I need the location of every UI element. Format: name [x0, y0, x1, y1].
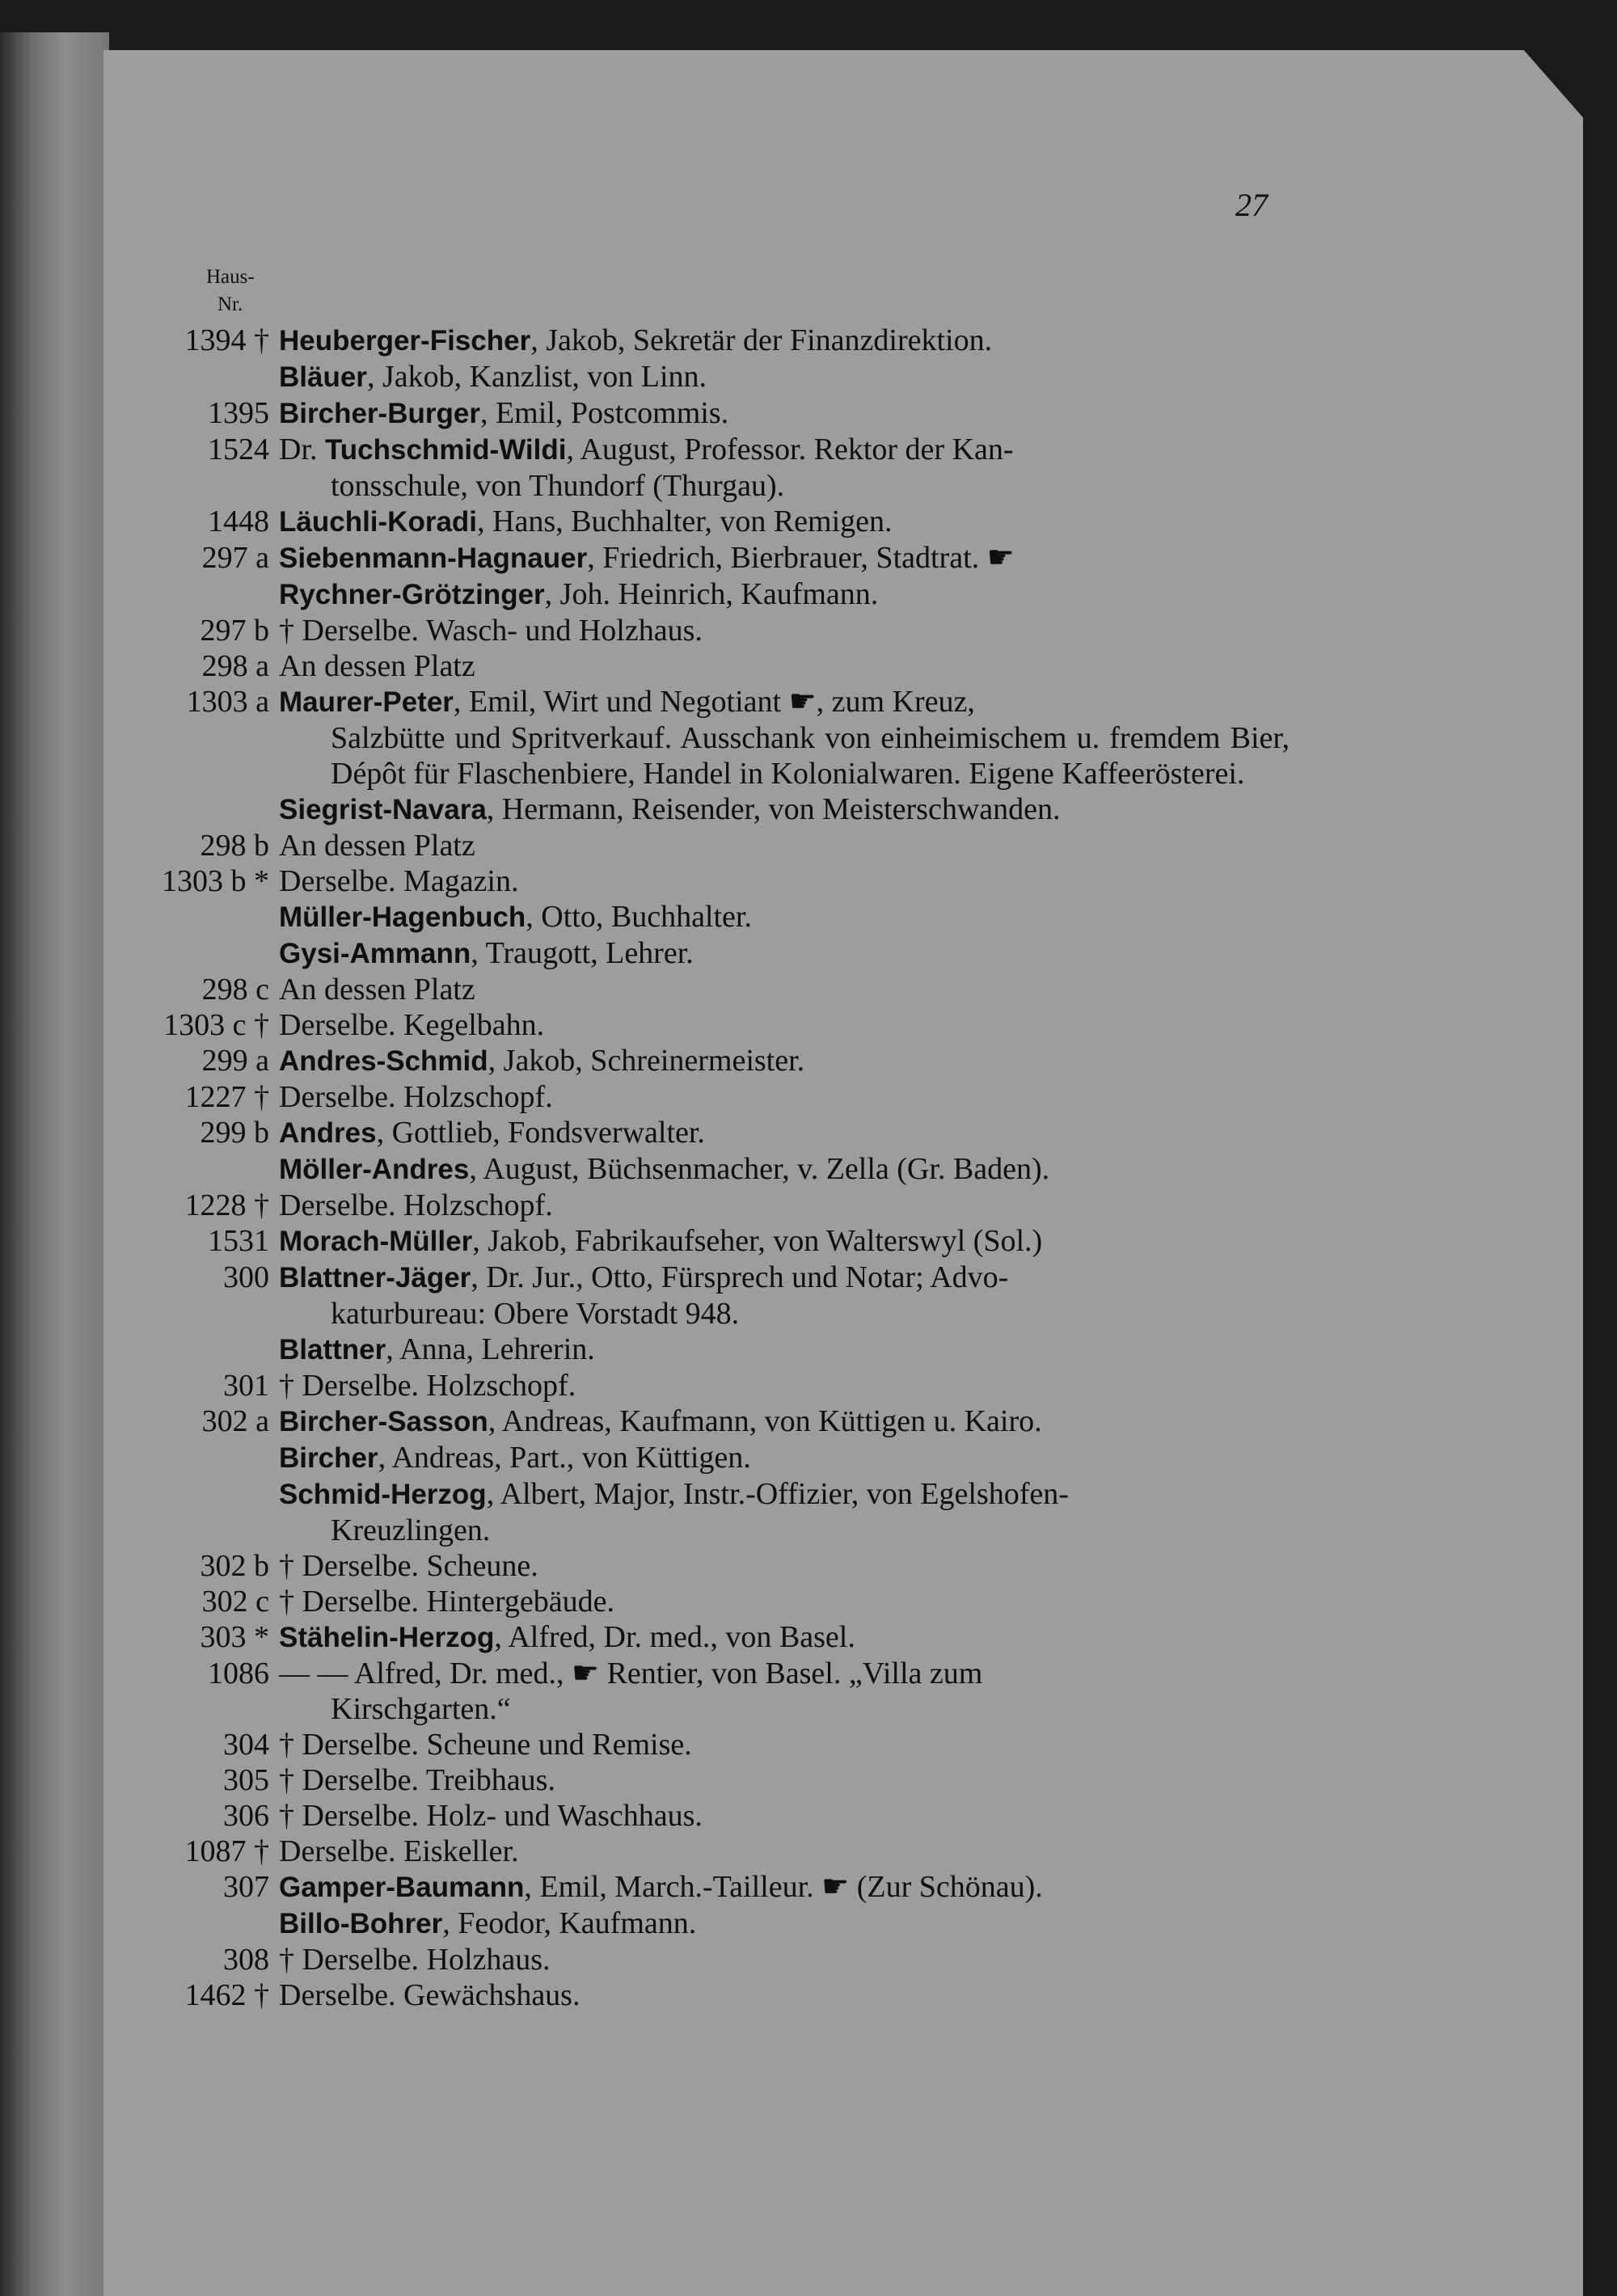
entry-continuation: tonsschule, von Thundorf (Thurgau).	[331, 469, 785, 503]
house-number: 299 a	[201, 1044, 269, 1078]
entry-row	[0, 1584, 1617, 1619]
resident-name: Morach-Müller	[279, 1226, 473, 1257]
entry-details: , Gottlieb, Fondsverwalter.	[376, 1116, 705, 1150]
entry-details: , August, Professor. Rektor der Kan-	[566, 433, 1014, 466]
entry-body	[279, 1942, 1290, 1977]
entry-details: , Jakob, Sekretär der Finanzdirektion.	[530, 323, 993, 357]
resident-name: Bircher-Sasson	[279, 1406, 488, 1437]
resident-name: Maurer-Peter	[279, 686, 454, 718]
entry-body	[279, 1656, 1290, 1727]
entry-row	[0, 395, 1617, 432]
entry-row	[0, 432, 1617, 504]
resident-name: Billo-Bohrer	[279, 1908, 443, 1939]
entry-details: , Traugott, Lehrer.	[471, 936, 694, 970]
entry-row	[0, 972, 1617, 1007]
column-header-line-2: Nr.	[217, 293, 243, 315]
house-number: 1087 †	[184, 1834, 269, 1868]
directory-entries	[0, 323, 1617, 2013]
entry-details: , Otto, Buchhalter.	[526, 900, 752, 934]
entry-body	[279, 540, 1290, 576]
entry-details: , Emil, March.-Tailleur. ☛ (Zur Schönau).	[524, 1870, 1043, 1904]
house-number: 304	[223, 1728, 269, 1762]
entry-details: , Emil, Postcommis.	[479, 396, 729, 430]
house-number: 1227 †	[184, 1080, 269, 1114]
entry-body	[279, 1440, 1290, 1476]
entry-continuation: Salzbütte und Spritverkauf. Ausschank von einheimischem u. fremdem Bier, Dépôt für Flaschenbiere, Handel in Kolonialwaren. Eigene Kaffeerösterei.	[331, 721, 1290, 791]
entry-body	[279, 1977, 1290, 2013]
house-number: 302 a	[201, 1404, 269, 1438]
house-number: 1394 †	[184, 323, 269, 357]
entry-prefix: † Derselbe. Holzschopf.	[279, 1369, 576, 1403]
entry-continuation: Kirschgarten.“	[331, 1692, 511, 1726]
entry-body	[279, 1115, 1290, 1151]
entry-body	[279, 504, 1290, 540]
entry-body	[279, 899, 1290, 935]
entry-prefix: Derselbe. Gewächshaus.	[279, 1978, 581, 2012]
entry-row	[0, 359, 1617, 395]
entry-details: , Joh. Heinrich, Kaufmann.	[544, 577, 879, 611]
house-number: 297 b	[200, 614, 269, 648]
house-number: 1395	[208, 396, 269, 430]
house-number: 1524	[208, 433, 269, 466]
entry-prefix: † Derselbe. Hintergebäude.	[279, 1585, 615, 1619]
entry-body	[279, 1151, 1290, 1188]
resident-name: Siebenmann-Hagnauer	[279, 542, 588, 574]
entry-body	[279, 1223, 1290, 1260]
entry-details: , Alfred, Dr. med., von Basel.	[494, 1620, 855, 1654]
entry-details: , Albert, Major, Instr.-Offizier, von Egelshofen-	[486, 1477, 1069, 1511]
house-number: 306	[223, 1799, 269, 1833]
resident-name: Läuchli-Koradi	[279, 506, 478, 538]
entry-prefix: Derselbe. Magazin.	[279, 864, 519, 898]
entry-row	[0, 1977, 1617, 2013]
resident-name: Gamper-Baumann	[279, 1872, 525, 1903]
entry-details: , Jakob, Fabrikaufseher, von Walterswyl (Sol.)	[472, 1224, 1043, 1258]
entry-row	[0, 1762, 1617, 1798]
house-number: 1462 †	[184, 1978, 269, 2012]
entry-details: , Feodor, Kaufmann.	[442, 1906, 697, 1940]
resident-name: Bircher	[279, 1442, 378, 1474]
entry-body	[279, 1332, 1290, 1368]
resident-name: Tuchschmid-Wildi	[325, 434, 567, 466]
entry-body	[279, 1188, 1290, 1223]
entry-row	[0, 1798, 1617, 1834]
house-number: 297 a	[201, 541, 269, 575]
entry-row	[0, 1043, 1617, 1079]
entry-row	[0, 648, 1617, 684]
entry-row	[0, 1942, 1617, 1977]
entry-body	[279, 1079, 1290, 1115]
house-number: 298 b	[200, 829, 269, 863]
house-number: 1303 c †	[163, 1008, 269, 1042]
entry-details: , Hans, Buchhalter, von Remigen.	[477, 504, 893, 538]
entry-details: , Dr. Jur., Otto, Fürsprech und Notar; Advo-	[471, 1260, 1009, 1294]
entry-prefix: Derselbe. Holzschopf.	[279, 1188, 553, 1222]
resident-name: Gysi-Ammann	[279, 938, 471, 969]
entry-row	[0, 504, 1617, 540]
entry-row	[0, 1151, 1617, 1188]
entry-row	[0, 1869, 1617, 1906]
entry-body	[279, 323, 1290, 359]
entry-body	[279, 576, 1290, 613]
entry-prefix: † Derselbe. Scheune.	[279, 1549, 538, 1583]
entry-prefix: Derselbe. Holzschopf.	[279, 1080, 553, 1114]
entry-row	[0, 540, 1617, 576]
entry-row	[0, 613, 1617, 648]
entry-row	[0, 1115, 1617, 1151]
resident-name: Blattner-Jäger	[279, 1262, 471, 1294]
entry-details: , Jakob, Schreinermeister.	[488, 1044, 805, 1078]
entry-row	[0, 1656, 1617, 1727]
entry-body	[279, 1762, 1290, 1798]
house-number: 307	[223, 1870, 269, 1904]
house-number: 299 b	[200, 1116, 269, 1150]
entry-body	[279, 935, 1290, 972]
entry-row	[0, 1906, 1617, 1942]
resident-name: Andres	[279, 1117, 377, 1149]
entry-body	[279, 1798, 1290, 1834]
house-number: 298 c	[201, 973, 269, 1007]
house-number: 308	[223, 1943, 269, 1977]
entry-prefix: An dessen Platz	[279, 973, 475, 1007]
entry-body	[279, 791, 1290, 828]
entry-details: , Anna, Lehrerin.	[386, 1332, 595, 1366]
house-number: 301	[223, 1369, 269, 1403]
column-header	[206, 264, 255, 319]
entry-body	[279, 1476, 1290, 1548]
entry-row	[0, 1332, 1617, 1368]
entry-row	[0, 1368, 1617, 1403]
entry-details: , Andreas, Kaufmann, von Küttigen u. Kairo.	[488, 1404, 1042, 1438]
entry-row	[0, 935, 1617, 972]
entry-continuation: katurbureau: Obere Vorstadt 948.	[331, 1297, 740, 1331]
entry-details: , Friedrich, Bierbrauer, Stadtrat. ☛	[587, 541, 1015, 575]
entry-row	[0, 684, 1617, 791]
entry-body	[279, 395, 1290, 432]
entry-row	[0, 1476, 1617, 1548]
resident-name: Möller-Andres	[279, 1154, 470, 1185]
resident-name: Blattner	[279, 1334, 386, 1365]
entry-row	[0, 791, 1617, 828]
house-number: 1228 †	[184, 1188, 269, 1222]
entry-row	[0, 323, 1617, 359]
column-header-line-1: Haus-	[206, 266, 255, 288]
entry-row	[0, 1403, 1617, 1440]
entry-details: , Hermann, Reisender, von Meisterschwanden.	[486, 792, 1061, 826]
resident-name: Heuberger-Fischer	[279, 325, 531, 357]
entry-prefix: — — Alfred, Dr. med., ☛ Rentier, von Basel. „Villa zum	[279, 1657, 983, 1690]
entry-details: , Andreas, Part., von Küttigen.	[378, 1441, 751, 1475]
resident-name: Stähelin-Herzog	[279, 1622, 495, 1653]
house-number: 302 b	[200, 1549, 269, 1583]
entry-body	[279, 1619, 1290, 1656]
resident-name: Andres-Schmid	[279, 1045, 488, 1077]
house-number: 300	[223, 1260, 269, 1294]
entry-prefix: Derselbe. Kegelbahn.	[279, 1008, 545, 1042]
resident-name: Bircher-Burger	[279, 398, 480, 429]
entry-body	[279, 863, 1290, 899]
house-number: 1303 a	[186, 685, 269, 719]
entry-row	[0, 899, 1617, 935]
entry-body	[279, 1260, 1290, 1332]
entry-prefix: An dessen Platz	[279, 649, 475, 683]
entry-prefix: † Derselbe. Scheune und Remise.	[279, 1728, 692, 1762]
entry-body	[279, 972, 1290, 1007]
entry-prefix: † Derselbe. Treibhaus.	[279, 1763, 555, 1797]
entry-body	[279, 1403, 1290, 1440]
house-number: 298 a	[201, 649, 269, 683]
page-number: 27	[1235, 187, 1268, 223]
entry-row	[0, 1619, 1617, 1656]
house-number: 1531	[208, 1224, 269, 1258]
resident-name: Schmid-Herzog	[279, 1479, 487, 1510]
house-number: 305	[223, 1763, 269, 1797]
entry-prefix: † Derselbe. Wasch- und Holzhaus.	[279, 614, 703, 648]
entry-row	[0, 1834, 1617, 1869]
entry-body	[279, 1834, 1290, 1869]
resident-name: Siegrist-Navara	[279, 794, 487, 825]
resident-name: Müller-Hagenbuch	[279, 901, 526, 933]
entry-body	[279, 1043, 1290, 1079]
resident-name: Bläuer	[279, 361, 367, 393]
entry-body	[279, 1548, 1290, 1584]
entry-prefix: Derselbe. Eiskeller.	[279, 1834, 519, 1868]
house-number: 1448	[208, 504, 269, 538]
entry-details: , Emil, Wirt und Negotiant ☛, zum Kreuz,	[453, 685, 975, 719]
entry-row	[0, 1188, 1617, 1223]
entry-body	[279, 1869, 1290, 1906]
entry-row	[0, 1223, 1617, 1260]
entry-row	[0, 828, 1617, 863]
entry-row	[0, 863, 1617, 899]
entry-body	[279, 684, 1290, 791]
entry-body	[279, 1007, 1290, 1043]
entry-body	[279, 613, 1290, 648]
entry-row	[0, 1440, 1617, 1476]
entry-body	[279, 432, 1290, 504]
house-number: 303 *	[200, 1620, 269, 1654]
entry-prefix: An dessen Platz	[279, 829, 475, 863]
house-number: 1086	[208, 1657, 269, 1690]
entry-body	[279, 1727, 1290, 1762]
house-number: 302 c	[201, 1585, 269, 1619]
entry-row	[0, 1007, 1617, 1043]
entry-row	[0, 1727, 1617, 1762]
entry-body	[279, 1368, 1290, 1403]
entry-details: , Jakob, Kanzlist, von Linn.	[366, 360, 707, 394]
entry-continuation: Kreuzlingen.	[331, 1513, 491, 1547]
entry-body	[279, 1584, 1290, 1619]
entry-row	[0, 576, 1617, 613]
house-number: 1303 b *	[162, 864, 269, 898]
entry-body	[279, 828, 1290, 863]
entry-row	[0, 1260, 1617, 1332]
entry-body	[279, 359, 1290, 395]
entry-row	[0, 1079, 1617, 1115]
entry-prefix: Dr.	[279, 433, 325, 466]
entry-row	[0, 1548, 1617, 1584]
entry-details: , August, Büchsenmacher, v. Zella (Gr. Baden).	[469, 1152, 1050, 1186]
entry-prefix: † Derselbe. Holzhaus.	[279, 1943, 551, 1977]
resident-name: Rychner-Grötzinger	[279, 579, 545, 610]
entry-body	[279, 1906, 1290, 1942]
entry-prefix: † Derselbe. Holz- und Waschhaus.	[279, 1799, 703, 1833]
entry-body	[279, 648, 1290, 684]
